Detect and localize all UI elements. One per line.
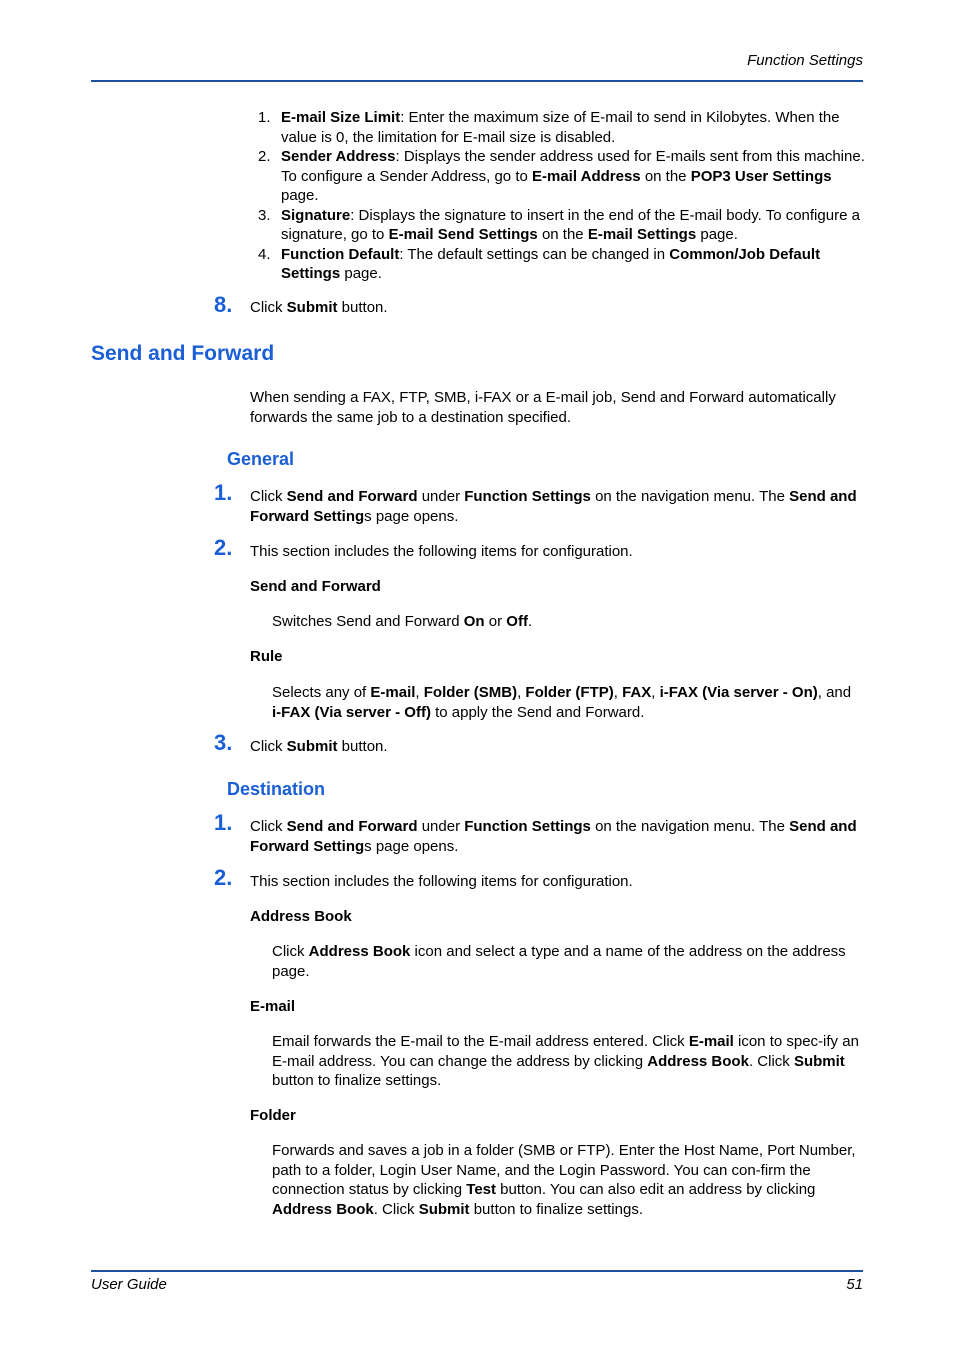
step-text: Click Send and Forward under Function Settings on the navigation menu. The Send and Forward Settings page opens. (250, 488, 857, 525)
running-header-title: Function Settings (747, 52, 863, 69)
header-rule (91, 80, 863, 82)
step-number: 8. (214, 292, 233, 317)
section-intro: When sending a FAX, FTP, SMB, i-FAX or a E-mail job, Send and Forward automatically forwards the same job to a destination specified. (250, 389, 836, 426)
footer-guide-title: User Guide (91, 1276, 167, 1293)
item-description: Switches Send and Forward On or Off. (272, 613, 533, 630)
list-item-text: Function Default: The default settings can be changed in Common/Job Default Settings page. (281, 245, 821, 282)
footer-rule (91, 1270, 863, 1272)
list-item-number: 3. (258, 206, 271, 224)
step-text: This section includes the following items for configuration. (250, 543, 633, 560)
list-item (258, 108, 868, 147)
page-number: 51 (846, 1276, 863, 1293)
step-number: 2. (214, 535, 233, 560)
list-item (258, 147, 868, 206)
item-heading: Rule (250, 648, 283, 665)
list-item-number: 1. (258, 109, 271, 126)
step-text: Click Send and Forward under Function Settings on the navigation menu. The Send and Forward Settings page opens. (250, 818, 857, 855)
item-description: Selects any of E-mail, Folder (SMB), Folder (FTP), FAX, i-FAX (Via server - On), and i-FAX (Via server - Off) to apply the Send and Forward. (272, 684, 852, 721)
item-heading: Send and Forward (250, 578, 381, 595)
step-number: 1. (214, 810, 233, 835)
step-number: 2. (214, 865, 233, 890)
step-number: 3. (214, 730, 233, 755)
list-item (258, 206, 868, 245)
list-item-text: Sender Address: Displays the sender address used for E-mails sent from this machine. To configure a Sender Address, go to E-mail Address on the POP3 User Settings page. (281, 148, 865, 204)
item-description: Email forwards the E-mail to the E-mail address entered. Click E-mail icon to spec-ify an E-mail address. You can change the address by clicking Address Book. Click Submit button to finalize settings. (272, 1033, 859, 1089)
subsection-heading-general: General (227, 449, 295, 469)
sub-item-list (258, 108, 868, 284)
item-description: Click Address Book icon and select a type and a name of the address on the address page. (272, 943, 846, 980)
section-heading: Send and Forward (91, 342, 275, 365)
step-text: This section includes the following items for configuration. (250, 873, 633, 890)
item-description: Forwards and saves a job in a folder (SMB or FTP). Enter the Host Name, Port Number, path to a folder, Login User Name, and the Login Password. You can con-firm the connection status by clicking Test button. You can also edit an address by clicking Address Book. Click Submit button to finalize settings. (272, 1142, 856, 1218)
list-item (258, 245, 868, 284)
step-text: Click Submit button. (250, 299, 388, 316)
step-number: 1. (214, 480, 233, 505)
item-heading: E-mail (250, 998, 296, 1015)
step-text: Click Submit button. (250, 738, 388, 755)
item-heading: Address Book (250, 908, 352, 925)
list-item-text: E-mail Size Limit: Enter the maximum size of E-mail to send in Kilobytes. When the value is 0, the limitation for E-mail size is disabled. (281, 109, 840, 146)
item-heading: Folder (250, 1107, 296, 1124)
list-item-number: 4. (258, 245, 271, 263)
list-item-number: 2. (258, 148, 271, 165)
list-item-text: Signature: Displays the signature to insert in the end of the E-mail body. To configure a signature, go to E-mail Send Settings on the E-mail Settings page. (281, 206, 860, 243)
subsection-heading-destination: Destination (227, 779, 326, 799)
